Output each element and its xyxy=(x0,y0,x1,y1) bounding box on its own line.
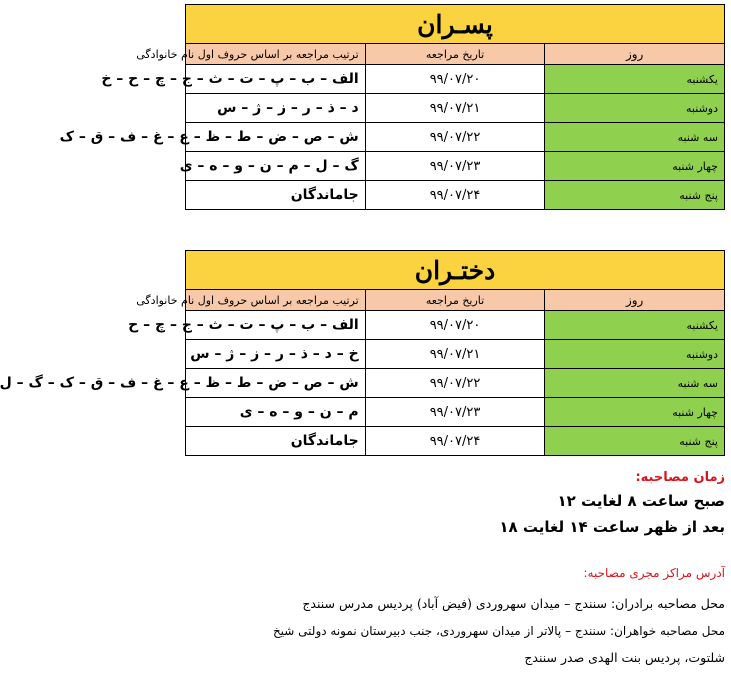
day-cell: چهار شنبه xyxy=(545,152,725,181)
letters-cell: ش – ص – ض – ط – ظ – ع – غ – ف – ق – ک xyxy=(186,123,366,152)
boys-header-order: ترتیب مراجعه بر اساس حروف اول نام خانوادگی xyxy=(186,44,366,65)
date-cell: ۹۹/۰۷/۲۱ xyxy=(365,340,545,369)
day-cell: دوشنبه xyxy=(545,340,725,369)
date-cell: ۹۹/۰۷/۲۰ xyxy=(365,311,545,340)
girls-header-order: ترتیب مراجعه بر اساس حروف اول نام خانوادگی xyxy=(186,290,366,311)
table-row xyxy=(186,369,725,398)
table-row xyxy=(186,181,725,210)
day-cell: پنج شنبه xyxy=(545,427,725,456)
interview-time-heading: زمان مصاحبه: xyxy=(635,470,725,485)
day-cell: یکشنبه xyxy=(545,311,725,340)
day-cell: سه شنبه xyxy=(545,369,725,398)
girls-title-row xyxy=(186,251,725,290)
table-row xyxy=(186,398,725,427)
table-row xyxy=(186,123,725,152)
table-row xyxy=(186,65,725,94)
table-row xyxy=(186,311,725,340)
girls-header-day: روز xyxy=(545,290,725,311)
boys-header-day: روز xyxy=(545,44,725,65)
date-cell: ۹۹/۰۷/۲۴ xyxy=(365,427,545,456)
table-row xyxy=(186,94,725,123)
date-cell: ۹۹/۰۷/۲۳ xyxy=(365,152,545,181)
boys-table-title: پسـران xyxy=(186,5,725,44)
date-cell: ۹۹/۰۷/۲۲ xyxy=(365,369,545,398)
boys-schedule-table xyxy=(59,4,725,210)
letters-cell: الف – ب – پ – ت – ث – ج – چ – ح xyxy=(186,311,366,340)
centers-heading: آدرس مراکز مجری مصاحبه: xyxy=(583,566,725,580)
boys-header-row xyxy=(186,44,725,65)
day-cell: یکشنبه xyxy=(545,65,725,94)
girls-schedule-table xyxy=(0,250,725,456)
letters-cell: جاماندگان xyxy=(186,427,366,456)
letters-cell: الف – ب – پ – ت – ث – ج – چ – ح – خ xyxy=(186,65,366,94)
letters-cell: خ – د – ذ – ر – ز – ژ – س xyxy=(186,340,366,369)
centers-sisters-line2: شلتوت، پردیس بنت الهدی صدر سنندج xyxy=(524,650,725,665)
girls-header-row xyxy=(186,290,725,311)
table-row xyxy=(186,152,725,181)
girls-header-date: تاریخ مراجعه xyxy=(365,290,545,311)
table-row xyxy=(186,427,725,456)
letters-cell: د – ذ – ر – ز – ژ – س xyxy=(186,94,366,123)
date-cell: ۹۹/۰۷/۲۰ xyxy=(365,65,545,94)
interview-time-afternoon: بعد از ظهر ساعت ۱۴ لغایت ۱۸ xyxy=(499,518,725,536)
date-cell: ۹۹/۰۷/۲۴ xyxy=(365,181,545,210)
table-row xyxy=(186,340,725,369)
boys-title-row xyxy=(186,5,725,44)
day-cell: چهار شنبه xyxy=(545,398,725,427)
centers-brothers: محل مصاحبه برادران: سنندج – میدان سهروردی (فیض آباد) پردیس مدرس سنندج xyxy=(302,596,725,611)
day-cell: پنج شنبه xyxy=(545,181,725,210)
day-cell: دوشنبه xyxy=(545,94,725,123)
letters-cell: م – ن – و – ه – ی xyxy=(186,398,366,427)
date-cell: ۹۹/۰۷/۲۱ xyxy=(365,94,545,123)
date-cell: ۹۹/۰۷/۲۳ xyxy=(365,398,545,427)
boys-header-date: تاریخ مراجعه xyxy=(365,44,545,65)
day-cell: سه شنبه xyxy=(545,123,725,152)
letters-cell: گ – ل – م – ن – و – ه – ی xyxy=(186,152,366,181)
centers-sisters-line1: محل مصاحبه خواهران: سنندج – پالاتر از میدان سهروردی، جنب دبیرستان نمونه دولتی شیخ xyxy=(272,624,725,638)
interview-time-morning: صبح ساعت ۸ لغایت ۱۲ xyxy=(557,492,725,510)
letters-cell: جاماندگان xyxy=(186,181,366,210)
girls-table-title: دختـران xyxy=(186,251,725,290)
date-cell: ۹۹/۰۷/۲۲ xyxy=(365,123,545,152)
letters-cell: ش – ص – ض – ط – ظ – ع – غ – ف – ق – ک – گ – ل xyxy=(186,369,366,398)
